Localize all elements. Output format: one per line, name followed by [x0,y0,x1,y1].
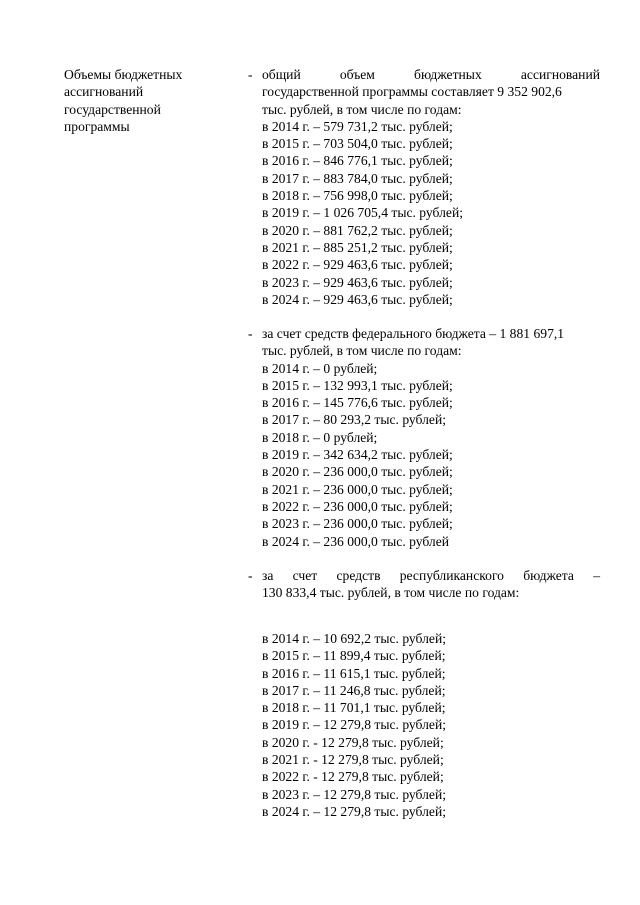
year-amount-line: в 2019 г. – 12 279,8 тыс. рублей; [262,717,446,733]
row-label-line: Объемы бюджетных [64,67,183,82]
year-amount-line: в 2019 г. – 342 634,2 тыс. рублей; [262,447,453,463]
federal-budget-section [248,325,600,550]
year-amount-line: в 2024 г. – 236 000,0 тыс. рублей [262,533,450,549]
section-intro-line: за счет средств федерального бюджета – 1 881 697,1 [262,326,565,341]
section-intro-line: 130 833,4 тыс. рублей, в том числе по годам: [262,585,520,601]
year-amount-line: в 2023 г. – 236 000,0 тыс. рублей; [262,516,453,532]
year-list [262,360,600,550]
year-amount-line: в 2018 г. – 0 рублей; [262,429,378,445]
list-dash: - [248,67,253,82]
year-amount-line: в 2020 г. - 12 279,8 тыс. рублей; [262,734,444,750]
year-amount-line: в 2017 г. – 883 784,0 тыс. рублей; [262,170,453,186]
year-amount-line: в 2016 г. – 145 776,6 тыс. рублей; [262,395,453,411]
year-list [262,630,602,820]
year-amount-line: в 2021 г. – 885 251,2 тыс. рублей; [262,239,453,255]
year-amount-line: в 2020 г. – 236 000,0 тыс. рублей; [262,464,453,480]
year-amount-line: в 2019 г. – 1 026 705,4 тыс. рублей; [262,205,463,221]
year-amount-line: в 2023 г. – 12 279,8 тыс. рублей; [262,786,446,802]
year-amount-line: в 2016 г. – 846 776,1 тыс. рублей; [262,153,453,169]
year-amount-line: в 2018 г. – 756 998,0 тыс. рублей; [262,188,453,204]
year-amount-line: в 2014 г. – 10 692,2 тыс. рублей; [262,631,446,646]
section-intro-line: за счет средств республиканского бюджета – [262,568,600,583]
year-amount-line: в 2021 г. - 12 279,8 тыс. рублей; [262,752,444,768]
year-amount-line: в 2014 г. – 579 731,2 тыс. рублей; [262,118,453,134]
list-dash: - [248,568,253,583]
year-amount-line: в 2022 г. - 12 279,8 тыс. рублей; [262,769,444,785]
row-label-line: ассигнований [64,84,144,100]
row-label [64,66,224,135]
year-amount-line: в 2015 г. – 132 993,1 тыс. рублей; [262,377,453,393]
year-amount-line: в 2016 г. – 11 615,1 тыс. рублей; [262,665,446,681]
section-intro-line: общий объем бюджетных ассигнований [262,67,600,82]
year-amount-line: в 2015 г. – 11 899,4 тыс. рублей; [262,648,446,664]
year-list [262,118,600,308]
section-intro-line: тыс. рублей, в том числе по годам: [262,101,462,117]
year-amount-line: в 2022 г. – 929 463,6 тыс. рублей; [262,257,453,273]
total-budget-section [248,66,600,308]
year-amount-line: в 2022 г. – 236 000,0 тыс. рублей; [262,498,453,514]
year-amount-line: в 2024 г. – 929 463,6 тыс. рублей; [262,291,453,307]
year-amount-line: в 2023 г. – 929 463,6 тыс. рублей; [262,274,453,290]
year-amount-line: в 2015 г. – 703 504,0 тыс. рублей; [262,136,453,152]
year-amount-line: в 2014 г. – 0 рублей; [262,360,378,376]
row-label-line: государственной [64,101,161,117]
year-amount-line: в 2017 г. – 11 246,8 тыс. рублей; [262,682,446,698]
year-amount-line: в 2020 г. – 881 762,2 тыс. рублей; [262,222,453,238]
year-amount-line: в 2017 г. – 80 293,2 тыс. рублей; [262,412,446,428]
section-intro-line: тыс. рублей, в том числе по годам: [262,343,462,359]
row-label-line: программы [64,118,130,134]
year-amount-line: в 2021 г. – 236 000,0 тыс. рублей; [262,481,453,497]
republic-budget-section [248,567,600,602]
year-amount-line: в 2024 г. – 12 279,8 тыс. рублей; [262,803,446,819]
year-amount-line: в 2018 г. – 11 701,1 тыс. рублей; [262,700,446,716]
list-dash: - [248,326,253,341]
section-intro-line: государственной программы составляет 9 352 902,6 [262,84,562,100]
